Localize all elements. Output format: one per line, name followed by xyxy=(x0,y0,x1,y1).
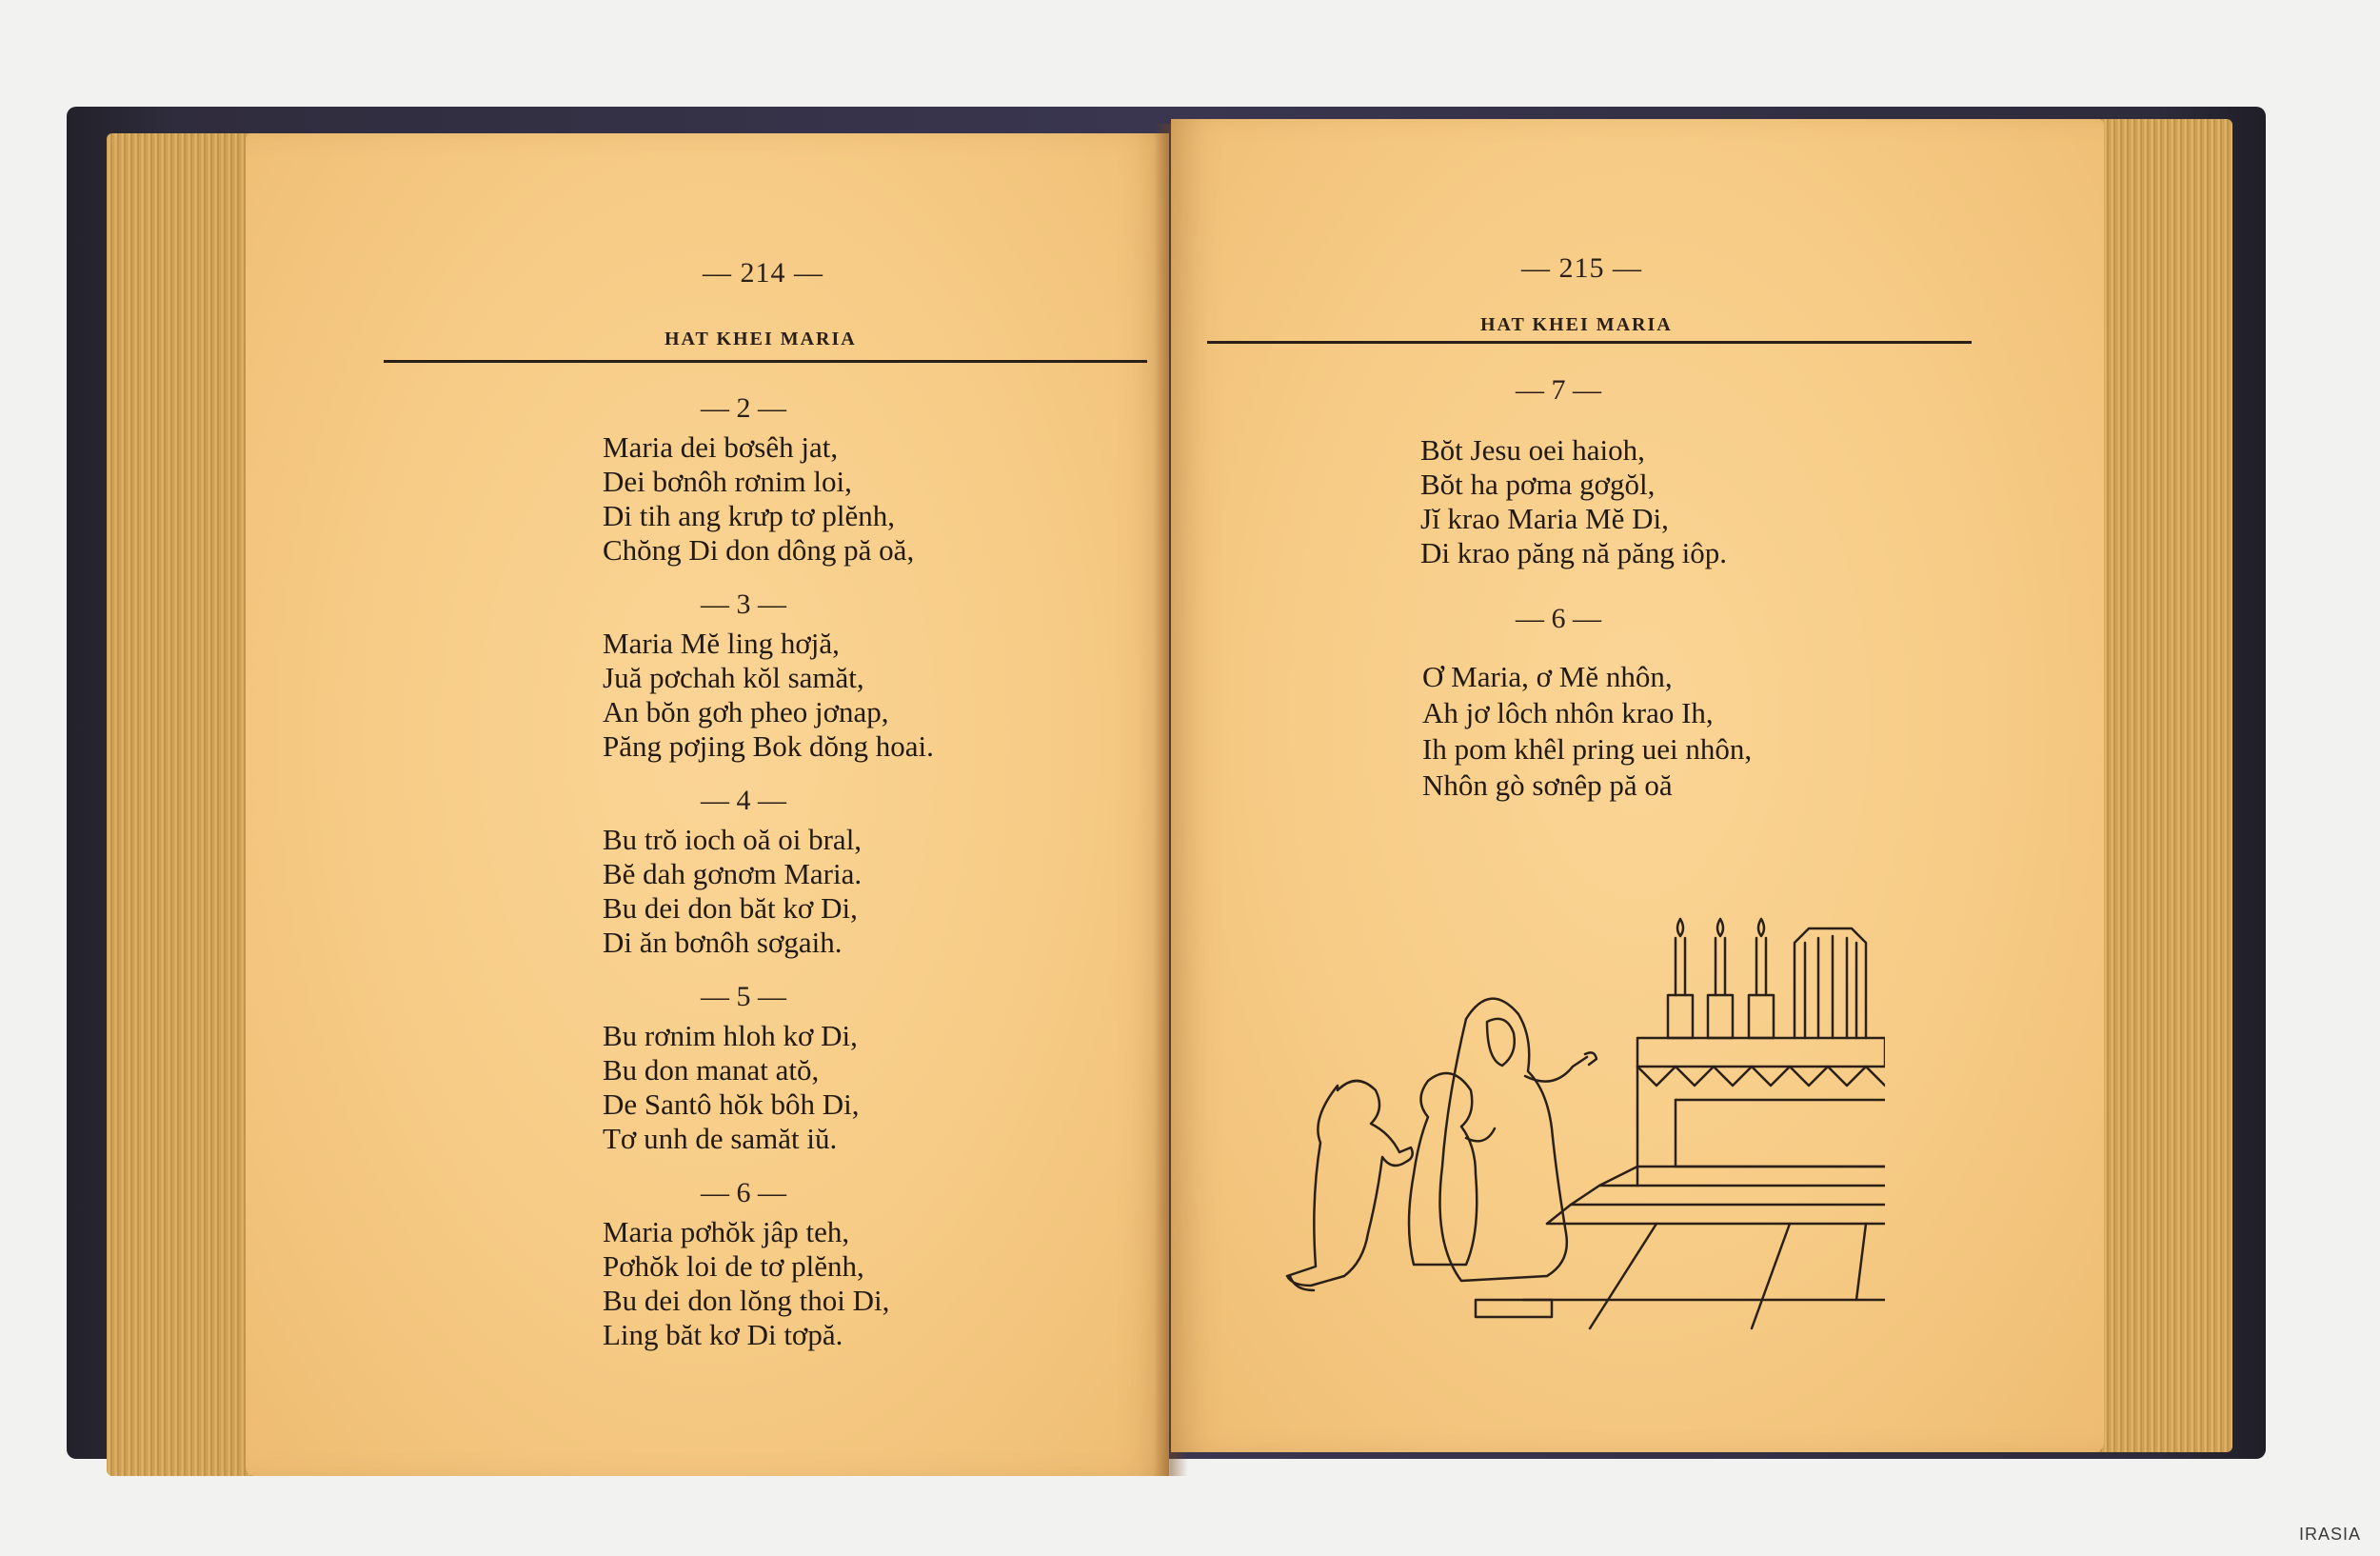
verse-line: Bĕ dah gơnơm Maria. xyxy=(603,857,863,890)
stanza-number: — 6 — xyxy=(1516,603,1601,634)
verse-line: Di krao păng nă păng iôp. xyxy=(1420,536,1727,569)
verse-line: Bu dei don lŏng thoi Di, xyxy=(603,1284,890,1317)
altar-steps xyxy=(1523,1167,1885,1328)
altar xyxy=(1637,1038,1885,1186)
verse-line: An bŏn gơh pheo jơnap, xyxy=(603,695,889,728)
verse-line: Di tih ang krưp tơ plĕnh, xyxy=(603,499,895,532)
verse-line: Chŏng Di don dông pă oă, xyxy=(603,533,915,567)
page-number: — 214 — xyxy=(703,257,823,289)
verse-line: Ah jơ lôch nhôn krao Ih, xyxy=(1422,696,1714,729)
verse-line: Dei bơnôh rơnim loi, xyxy=(603,465,852,498)
left-page xyxy=(246,133,1169,1476)
verse-line: Pơhŏk loi de tơ plĕnh, xyxy=(603,1249,864,1283)
verse-line: Ling băt kơ Di tơpă. xyxy=(603,1318,843,1351)
verse-line: Bŏt Jesu oei haioh, xyxy=(1420,433,1645,467)
verse-line: Bŏt ha pơma gơgŏl, xyxy=(1420,468,1656,501)
stanza-number: — 6 — xyxy=(701,1177,786,1208)
verse-line: Bu don manat atŏ, xyxy=(603,1053,820,1087)
verse-line: Nhôn gò sơnêp pă oă xyxy=(1422,768,1673,802)
verse-line: Bu trŏ ioch oă oi bral, xyxy=(603,823,863,856)
stanza-number: — 2 — xyxy=(701,392,786,424)
running-head: HAT KHEI MARIA xyxy=(664,329,857,349)
page-number: — 215 — xyxy=(1521,252,1642,284)
stanza-number: — 5 — xyxy=(701,981,786,1012)
verse-line: Juă pơchah kŏl samăt, xyxy=(603,661,864,694)
header-rule xyxy=(1207,341,1972,344)
child-figure xyxy=(1409,1073,1495,1265)
verse-line: Maria pơhŏk jâp teh, xyxy=(603,1215,850,1248)
verse-line: Bu dei don băt kơ Di, xyxy=(603,891,858,925)
header-rule xyxy=(384,360,1147,363)
verse-line: Bu rơnim hloh kơ Di, xyxy=(603,1019,858,1052)
mary-figure xyxy=(1440,999,1597,1317)
verse-line: Ih pom khêl pring uei nhôn, xyxy=(1422,732,1753,766)
candles xyxy=(1668,919,1774,1038)
verse-line: Di ăn bơnôh sơgaih. xyxy=(603,926,843,959)
watermark-logo: IRASIA xyxy=(2298,1525,2361,1544)
running-head: HAT KHEI MARIA xyxy=(1480,314,1673,335)
stanza-number: — 4 — xyxy=(701,785,786,816)
verse-line: Tơ unh de samăt iŭ. xyxy=(603,1122,838,1155)
kneeling-child-figure xyxy=(1287,1081,1413,1290)
verse-line: Maria Mĕ ling hơjă, xyxy=(603,627,840,660)
page-edges-right xyxy=(2090,119,2232,1452)
verse-line: Ơ Maria, ơ Mĕ nhôn, xyxy=(1422,660,1673,693)
mary-children-altar-illustration xyxy=(1276,900,1885,1338)
stanza-number: — 7 — xyxy=(1516,374,1601,406)
verse-line: Păng pơjing Bok dŏng hoai. xyxy=(603,729,934,763)
verse-line: Maria dei bơsêh jat, xyxy=(603,430,839,464)
verse-line: De Santô hŏk bôh Di, xyxy=(603,1087,860,1121)
stanza-number: — 3 — xyxy=(701,588,786,620)
tabernacle xyxy=(1795,928,1866,1038)
verse-line: Jĭ krao Maria Mĕ Di, xyxy=(1420,502,1669,535)
